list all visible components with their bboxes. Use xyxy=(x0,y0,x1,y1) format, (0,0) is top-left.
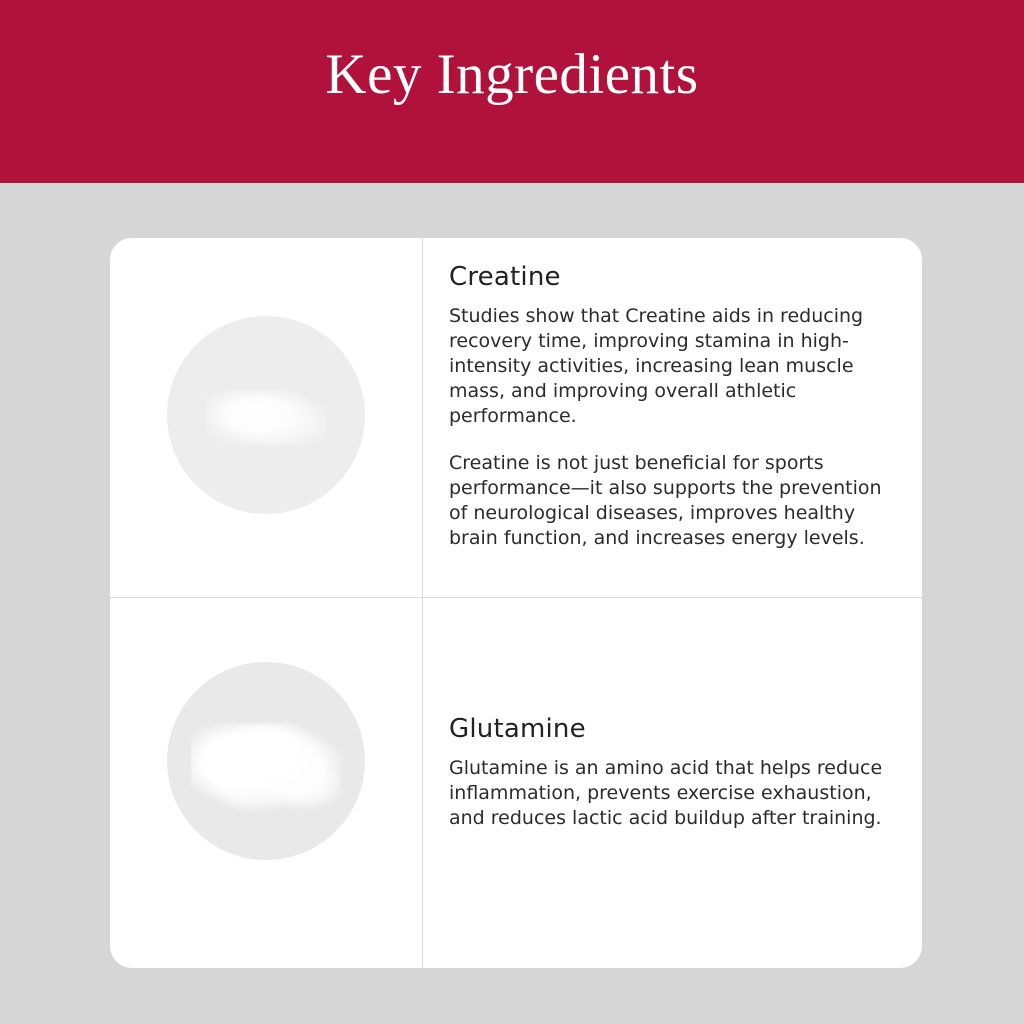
ingredient-row-creatine xyxy=(110,238,922,598)
glutamine-text-cell xyxy=(423,598,922,968)
page-title: Key Ingredients xyxy=(325,42,699,106)
powder-pile-shape xyxy=(191,723,341,815)
powder-pile-shape xyxy=(206,390,326,446)
glutamine-powder-icon xyxy=(167,662,365,860)
ingredient-row-glutamine xyxy=(110,598,922,968)
ingredient-paragraph: Studies show that Creatine aids in reducing recovery time, improving stamina in high-intensity activities, increasing lean muscle mass, and improving overall athletic performance. xyxy=(449,305,864,427)
ingredient-title-glutamine: Glutamine xyxy=(449,714,586,744)
ingredient-paragraph: Glutamine is an amino acid that helps reduce inflammation, prevents exercise exhaustion, and reduces lactic acid buildup after training. xyxy=(449,757,883,829)
ingredient-title-creatine: Creatine xyxy=(449,262,561,292)
ingredient-paragraph: Creatine is not just beneficial for sports performance—it also supports the prevention of neurological diseases, improves healthy brain function, and increases energy levels. xyxy=(449,452,882,549)
header-band xyxy=(0,0,1024,183)
glutamine-image-cell xyxy=(110,598,423,968)
creatine-text-cell xyxy=(423,238,922,597)
ingredients-card xyxy=(110,238,922,968)
creatine-powder-icon xyxy=(167,316,365,514)
creatine-image-cell xyxy=(110,238,423,597)
